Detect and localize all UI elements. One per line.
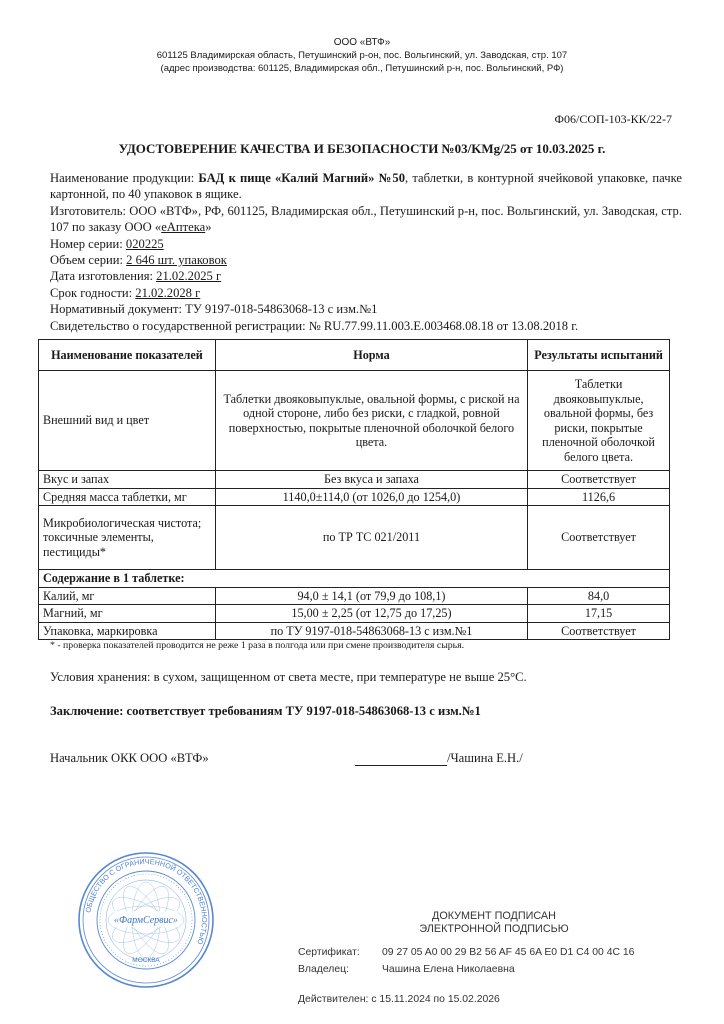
- table-row: [39, 605, 670, 623]
- table-row: [39, 371, 670, 471]
- quality-table: [38, 339, 670, 640]
- row-taste-result: Соответствует: [528, 471, 670, 489]
- mfg-date-line: [50, 268, 682, 284]
- header-norm: Норма: [215, 340, 527, 371]
- row-packaging-result: Соответствует: [528, 622, 670, 640]
- row-packaging-norm: по ТУ 9197-018-54863068-13 с изм.№1: [215, 622, 527, 640]
- header-indicator: Наименование показателей: [39, 340, 216, 371]
- row-mass-norm: 1140,0±114,0 (от 1026,0 до 1254,0): [215, 488, 527, 506]
- electronic-signature-box: [292, 910, 696, 1012]
- table-row: [39, 488, 670, 506]
- table-row: [39, 587, 670, 605]
- storage-conditions: Условия хранения: в сухом, защищенном от света месте, при температуре не выше 25°С.: [50, 670, 527, 684]
- expiry-line: [50, 285, 682, 301]
- row-micro-result: Соответствует: [528, 506, 670, 570]
- row-mass-result: 1126,6: [528, 488, 670, 506]
- row-potassium-result: 84,0: [528, 587, 670, 605]
- esign-cert-label: Сертификат:: [298, 947, 360, 958]
- row-mass-name: Средняя масса таблетки, мг: [39, 488, 216, 506]
- company-address: 601125 Владимирская область, Петушинский р-он, пос. Вольгинский, ул. Заводская, стр. 107: [156, 50, 568, 61]
- table-row: [39, 506, 670, 570]
- manufacturer-line: [50, 203, 682, 236]
- order-prefix: по заказу ООО «: [68, 220, 162, 235]
- table-header-row: [39, 340, 670, 371]
- row-potassium-name: Калий, мг: [39, 587, 216, 605]
- stamp-outer-text: ОБЩЕСТВО С ОГРАНИЧЕННОЙ ОТВЕТСТВЕННОСТЬЮ: [83, 856, 210, 946]
- product-label: Наименование продукции:: [50, 171, 199, 185]
- row-micro-norm: по ТР ТС 021/2011: [215, 506, 527, 570]
- row-appearance-norm: Таблетки двояковыпуклые, овальной формы, с риской на одной стороне, либо без риски, с гладкой, ровной поверхностью, покрытые пленочной оболочкой белого цвета.: [215, 371, 527, 471]
- mfg-date-label: Дата изготовления:: [50, 269, 157, 284]
- order-company: еАптека: [161, 220, 206, 235]
- production-address: (адрес производства: 601125, Владимирская обл., Петушинский р-н, пос. Вольгинский, РФ): [160, 63, 564, 74]
- volume-line: [50, 252, 682, 268]
- expiry-label: Срок годности:: [50, 285, 136, 300]
- form-code: Ф06/СОП-103-КК/22-7: [554, 112, 672, 126]
- company-name: ООО «ВТФ»: [333, 37, 391, 48]
- row-magnesium-norm: 15,00 ± 2,25 (от 12,75 до 17,25): [215, 605, 527, 623]
- series-line: [50, 236, 682, 252]
- expiry-value: 21.02.2028 г: [135, 285, 201, 300]
- product-details: [50, 170, 682, 334]
- mfg-date-value: 21.02.2025 г: [156, 269, 222, 284]
- section-content-label: Содержание в 1 таблетке:: [39, 570, 670, 588]
- table-section-row: [39, 570, 670, 588]
- esign-owner-value: Чашина Елена Николаевна: [382, 964, 515, 975]
- esign-valid-row: [298, 994, 500, 1005]
- signatory-position: Начальник ОКК ООО «ВТФ»: [50, 751, 209, 765]
- volume-value: 2 646 шт. упаковок: [126, 253, 227, 268]
- row-taste-norm: Без вкуса и запаха: [215, 471, 527, 489]
- company-stamp: [76, 850, 216, 990]
- normative-line: Нормативный документ: ТУ 9197-018-54863068-13 с изм.№1: [50, 302, 378, 317]
- header-result: Результаты испытаний: [528, 340, 670, 371]
- conclusion: Заключение: соответствует требованиям ТУ 9197-018-54863068-13 с изм.№1: [50, 704, 481, 718]
- row-appearance-result: Таблетки двояковыпуклые, овальной формы, без риски, покрытые пленочной оболочкой белого цвета.: [528, 371, 670, 471]
- row-appearance-name: Внешний вид и цвет: [39, 371, 216, 471]
- row-packaging-name: Упаковка, маркировка: [39, 622, 216, 640]
- esign-owner-row: [298, 964, 515, 975]
- registration-line: Свидетельство о государственной регистрации: № RU.77.99.11.003.Е.003468.08.18 от 13.08.2018 г.: [50, 318, 579, 333]
- table-row: [39, 471, 670, 489]
- product-name: БАД к пище «Калий Магний» №50: [198, 171, 406, 185]
- esign-cert-value: 09 27 05 A0 00 29 B2 56 AF 45 6A E0 D1 C4 00 4C 16: [382, 947, 635, 958]
- product-description: , таблетки, в контурной ячейковой упаковке, пачке картонной, по 40 упаковок в ящике.: [50, 171, 682, 202]
- table-row: [39, 622, 670, 640]
- stamp-bottom-text: МОСКВА: [132, 957, 160, 964]
- company-header: [0, 36, 724, 75]
- row-taste-name: Вкус и запах: [39, 471, 216, 489]
- signature-line: [355, 765, 447, 766]
- row-magnesium-result: 17,15: [528, 605, 670, 623]
- footnote: * - проверка показателей проводится не реже 1 раза в полгода или при смене производителя сырья.: [50, 640, 465, 651]
- signatory-name: /Чашина Е.Н./: [447, 751, 523, 765]
- volume-label: Объем серии:: [50, 253, 127, 268]
- manufacturer-label: Изготовитель:: [50, 203, 130, 218]
- esign-title: ДОКУМЕНТ ПОДПИСАН: [432, 910, 556, 922]
- product-line: [50, 170, 682, 203]
- row-potassium-norm: 94,0 ± 14,1 (от 79,9 до 108,1): [215, 587, 527, 605]
- esign-owner-label: Владелец:: [298, 964, 349, 975]
- document-title: УДОСТОВЕРЕНИЕ КАЧЕСТВА И БЕЗОПАСНОСТИ №03/KMg/25 от 10.03.2025 г.: [118, 141, 606, 156]
- series-value: 020225: [125, 236, 164, 251]
- row-micro-name: Микробиологическая чистота; токсичные элементы, пестициды*: [39, 506, 216, 570]
- esign-subtitle: ЭЛЕКТРОННОЙ ПОДПИСЬЮ: [419, 923, 569, 935]
- series-label: Номер серии:: [50, 236, 126, 251]
- esign-cert-row: [298, 947, 634, 958]
- row-magnesium-name: Магний, мг: [39, 605, 216, 623]
- order-suffix: »: [205, 220, 212, 235]
- manufacturer-value: ООО «ВТФ», РФ, 601125, Владимирская обл., Петушинский р-н, пос. Вольгинский, ул. Заводская, стр. 107: [50, 203, 682, 235]
- esign-valid-value: с 15.11.2024 по 15.02.2026: [371, 994, 500, 1005]
- stamp-center-text: «ФармСервис»: [114, 915, 178, 926]
- esign-valid-label: Действителен:: [298, 994, 369, 1005]
